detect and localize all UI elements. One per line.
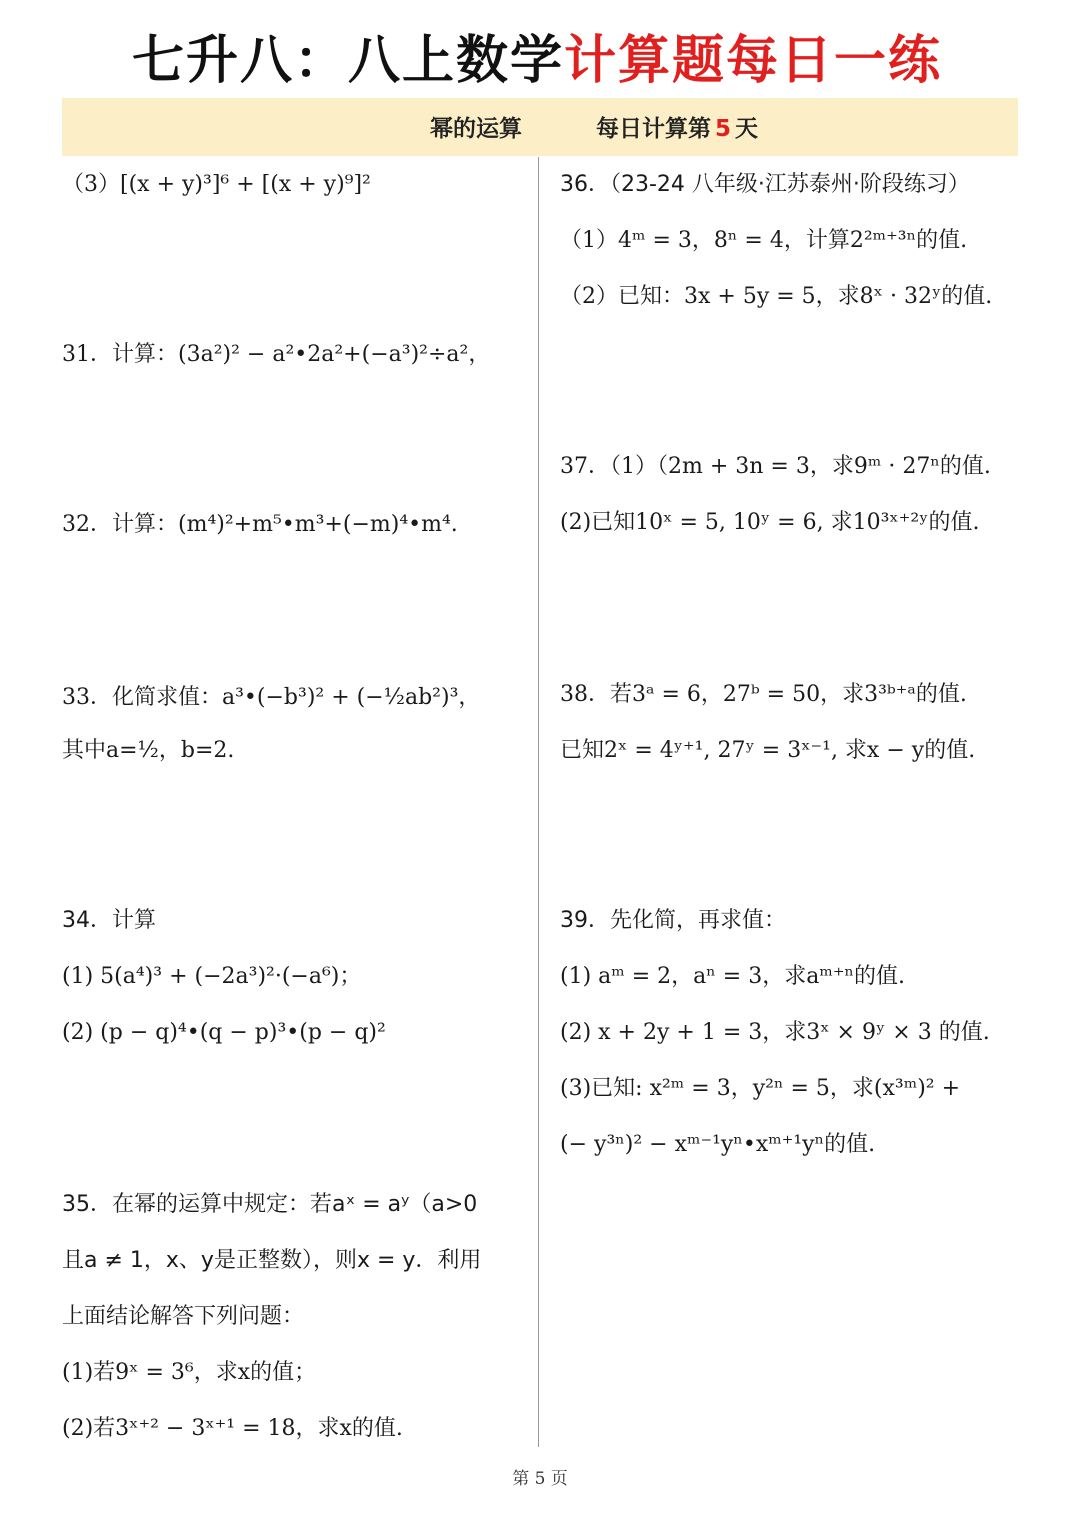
problem-34: 34．计算 (62, 908, 156, 933)
problem-39-2: (2) x + 2y + 1 = 3，求3ˣ × 9ʸ × 3 的值. (560, 1020, 990, 1045)
banner-day-prefix: 每日计算第 (596, 116, 711, 142)
problem-31: 31．计算：(3a²)² − a²•2a²+(−a³)²÷a²， (62, 342, 491, 367)
problem-32: 32．计算：(m⁴)²+m⁵•m³+(−m)⁴•m⁴. (62, 512, 458, 537)
problem-39-3: (3)已知: x²ᵐ = 3，y²ⁿ = 5，求(x³ᵐ)² + (560, 1076, 961, 1101)
column-divider (538, 157, 539, 1447)
banner-day-number: 5 (715, 116, 732, 142)
problem-35-line2: 且a ≠ 1，x、y是正整数），则x = y．利用 (62, 1248, 482, 1273)
problem-38: 38．若3ᵃ = 6，27ᵇ = 50，求3³ᵇ⁺ᵃ的值. (560, 682, 967, 707)
problem-36-2: （2）已知：3x + 5y = 5，求8ˣ · 32ʸ的值. (560, 284, 993, 309)
problem-35-line3: 上面结论解答下列问题： (62, 1304, 305, 1329)
problem-36-1: （1）4ᵐ = 3，8ⁿ = 4，计算2²ᵐ⁺³ⁿ的值. (560, 228, 968, 253)
banner-topic: 幂的运算 (430, 116, 522, 142)
problem-34-2: (2) (p − q)⁴•(q − p)³•(p − q)² (62, 1020, 386, 1045)
problem-35-line1: 35．在幂的运算中规定：若aˣ = aʸ（a>0 (62, 1192, 478, 1217)
problem-37-2: (2)已知10ˣ = 5, 10ʸ = 6, 求10³ˣ⁺²ʸ的值. (560, 510, 980, 535)
problem-36: 36．（23-24 八年级·江苏泰州·阶段练习） (560, 172, 970, 197)
title-black-part: 七升八：八上数学 (132, 31, 565, 91)
problem-37-1: 37．（1）（2m + 3n = 3，求9ᵐ · 27ⁿ的值. (560, 454, 991, 479)
banner-day (596, 110, 758, 143)
problem-33: 33．化简求值：a³•(−b³)² + (−½ab²)³， (62, 685, 481, 710)
problem-35-2: (2)若3ˣ⁺² − 3ˣ⁺¹ = 18，求x的值. (62, 1416, 403, 1441)
problem-39-3-cont: (− y³ⁿ)² − xᵐ⁻¹yⁿ•xᵐ⁺¹yⁿ的值. (560, 1132, 876, 1157)
problem-33-condition: 其中a=½，b=2. (62, 738, 235, 763)
page-footer: 第 5 页 (512, 1469, 568, 1489)
problem-39: 39．先化简，再求值： (560, 908, 786, 933)
banner-day-suffix: 天 (735, 116, 759, 142)
problem-39-1: (1) aᵐ = 2，aⁿ = 3，求aᵐ⁺ⁿ的值. (560, 964, 905, 989)
problem-30-3: （3）[(x + y)³]⁶ + [(x + y)⁹]² (62, 172, 371, 197)
title-red-part: 计算题每日一练 (564, 31, 943, 91)
problem-34-1: (1) 5(a⁴)³ + (−2a³)²·(−a⁶)； (62, 964, 362, 989)
page-title (132, 26, 942, 96)
topic-banner (62, 98, 1018, 156)
problem-35-1: (1)若9ˣ = 3⁶，求x的值； (62, 1360, 317, 1385)
problem-38-2: 已知2ˣ = 4ʸ⁺¹, 27ʸ = 3ˣ⁻¹, 求x − y的值. (560, 738, 976, 763)
